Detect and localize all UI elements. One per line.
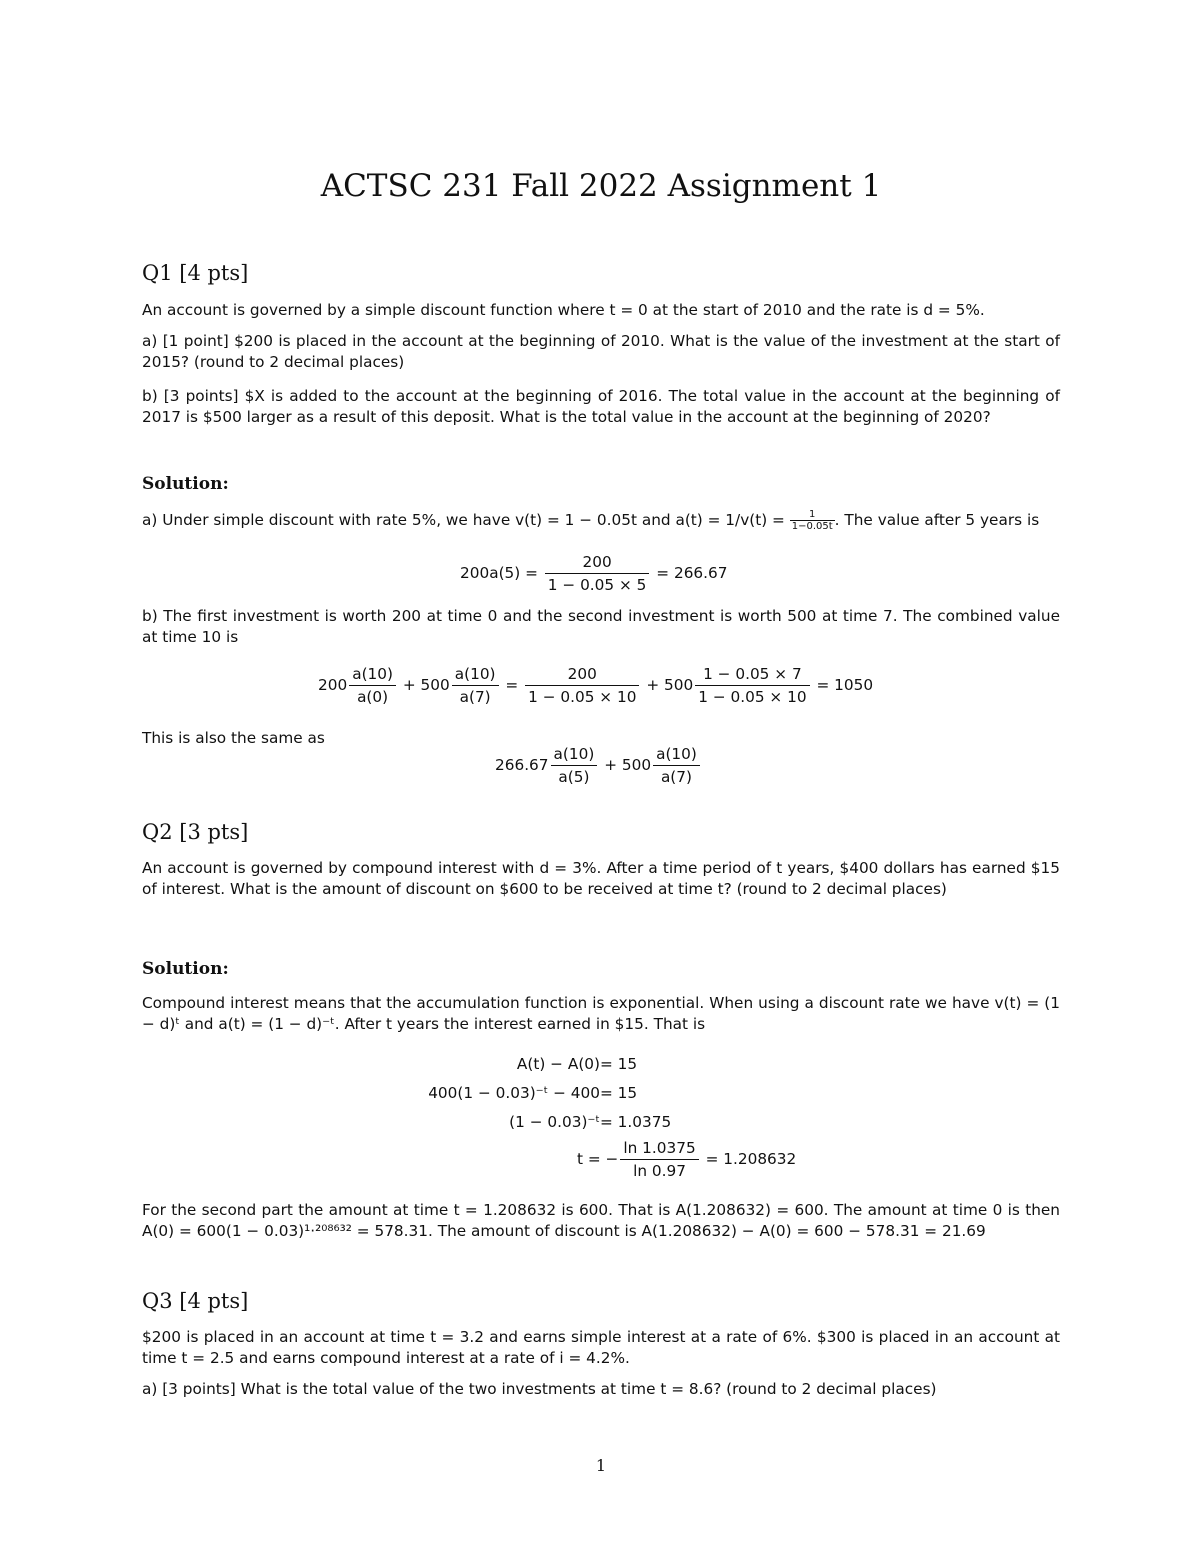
align-rhs: = 1.0375 xyxy=(600,1113,672,1131)
eq-lhs: t = − xyxy=(577,1150,619,1168)
q1-part-a: a) [1 point] $200 is placed in the account at the beginning of 2010. What is the value of the investment at the start of 2015? (round to 2 decimal places) xyxy=(142,332,1060,371)
q2-final-equation xyxy=(577,1138,796,1181)
fraction-numerator: a(10) xyxy=(551,744,598,766)
q1-solution-label: Solution: xyxy=(142,474,229,494)
eq-fraction xyxy=(452,664,499,707)
fraction-numerator: a(10) xyxy=(452,664,499,686)
q1-solution-a xyxy=(142,509,1060,532)
fraction-numerator: 200 xyxy=(545,552,650,574)
eq-fraction xyxy=(551,744,598,787)
eq-rhs: = 266.67 xyxy=(656,564,728,582)
q1-solution-b: b) The first investment is worth 200 at time 0 and the second investment is worth 500 at time 7. The combined value at time 10 is xyxy=(142,607,1060,646)
q3-intro: $200 is placed in an account at time t = 3.2 and earns simple interest at a rate of 6%. $300 is placed in an account at time t = 2.5 and earns compound interest at a rate of i = 4.2%. xyxy=(142,1328,1060,1367)
fraction-denominator: a(5) xyxy=(558,768,590,786)
q1-sol-a-text2: . The value after 5 years is xyxy=(834,511,1040,529)
align-row xyxy=(330,1079,671,1108)
fraction-denominator: 1−0.05t xyxy=(791,521,833,532)
q1-equation-1 xyxy=(460,552,728,595)
q3-part-a: a) [3 points] What is the total value of the two investments at time t = 8.6? (round to 2 decimal places) xyxy=(142,1380,937,1398)
q2-final-text: For the second part the amount at time t = 1.208632 is 600. That is A(1.208632) = 600. The amount at time 0 is then A(0) = 600(1 − 0.03)¹·²⁰⁸⁶³² = 578.31. The amount of discount is A(1.208632) − A(0) = 600 − 578.31 = 21.69 xyxy=(142,1201,1060,1240)
fraction-numerator: ln 1.0375 xyxy=(620,1138,698,1160)
document-page xyxy=(142,0,1060,1553)
align-row xyxy=(330,1108,671,1137)
q1-equation-2 xyxy=(318,664,873,707)
eq-rhs: = 1050 xyxy=(816,676,874,694)
align-row xyxy=(330,1050,671,1079)
q2-solution-label: Solution: xyxy=(142,959,229,979)
eq-fraction xyxy=(620,1138,698,1181)
fraction-numerator: a(10) xyxy=(349,664,396,686)
q2-intro: An account is governed by compound interest with d = 3%. After a time period of t years, $400 dollars has earned $15 of interest. What is the amount of discount on $600 to be received at time t? (round to 2 decimal places) xyxy=(142,859,1060,898)
eq-fraction xyxy=(695,664,809,707)
eq-term: 200 xyxy=(318,676,348,694)
q2-aligned-equations xyxy=(330,1050,671,1137)
eq-term: + 500 xyxy=(646,676,694,694)
eq-rhs: = 1.208632 xyxy=(705,1150,797,1168)
fraction-numerator: 1 xyxy=(790,509,835,521)
q1-sol-a-text1: a) Under simple discount with rate 5%, we have v(t) = 1 − 0.05t and a(t) = 1/v(t) = xyxy=(142,511,785,529)
fraction-denominator: a(0) xyxy=(357,688,389,706)
fraction-numerator: 200 xyxy=(525,664,639,686)
eq-term: + 500 xyxy=(402,676,450,694)
q1-equation-3 xyxy=(495,744,702,787)
align-lhs: A(t) − A(0) xyxy=(516,1055,600,1073)
q1-part-b: b) [3 points] $X is added to the account at the beginning of 2016. The total value in the account at the beginning of 2017 is $500 larger as a result of this deposit. What is the total value in the account at the beginning of 2020? xyxy=(142,387,1060,426)
align-rhs: = 15 xyxy=(600,1084,638,1102)
eq-fraction xyxy=(545,552,650,595)
fraction-numerator: a(10) xyxy=(653,744,700,766)
q3-heading: Q3 [4 pts] xyxy=(142,1289,249,1313)
document-title: ACTSC 231 Fall 2022 Assignment 1 xyxy=(320,168,882,204)
fraction-numerator: 1 − 0.05 × 7 xyxy=(695,664,809,686)
q2-heading: Q2 [3 pts] xyxy=(142,820,249,844)
eq-lhs: 200a(5) = xyxy=(460,564,538,582)
fraction-denominator: 1 − 0.05 × 10 xyxy=(528,688,637,706)
q1-sol-a-fraction xyxy=(790,509,835,532)
fraction-denominator: a(7) xyxy=(459,688,491,706)
align-lhs: 400(1 − 0.03)⁻ᵗ − 400 xyxy=(428,1084,600,1102)
q1-intro: An account is governed by a simple discount function where t = 0 at the start of 2010 and the rate is d = 5%. xyxy=(142,301,985,319)
align-rhs: = 15 xyxy=(600,1055,638,1073)
eq-term: 266.67 xyxy=(495,756,549,774)
eq-term: + 500 xyxy=(604,756,652,774)
eq-equals: = xyxy=(505,676,519,694)
fraction-denominator: a(7) xyxy=(660,768,692,786)
q1-heading: Q1 [4 pts] xyxy=(142,261,249,285)
fraction-denominator: 1 − 0.05 × 10 xyxy=(698,688,807,706)
page-number: 1 xyxy=(595,1456,607,1475)
eq-fraction xyxy=(525,664,639,707)
q1-also-text: This is also the same as xyxy=(142,729,325,747)
fraction-denominator: ln 0.97 xyxy=(633,1162,686,1180)
q2-solution-text: Compound interest means that the accumulation function is exponential. When using a discount rate we have v(t) = (1 − d)ᵗ and a(t) = (1 − d)⁻ᵗ. After t years the interest earned in $15. That is xyxy=(142,994,1060,1033)
fraction-denominator: 1 − 0.05 × 5 xyxy=(547,576,647,594)
eq-fraction xyxy=(349,664,396,707)
align-lhs: (1 − 0.03)⁻ᵗ xyxy=(509,1113,600,1131)
eq-fraction xyxy=(653,744,700,787)
